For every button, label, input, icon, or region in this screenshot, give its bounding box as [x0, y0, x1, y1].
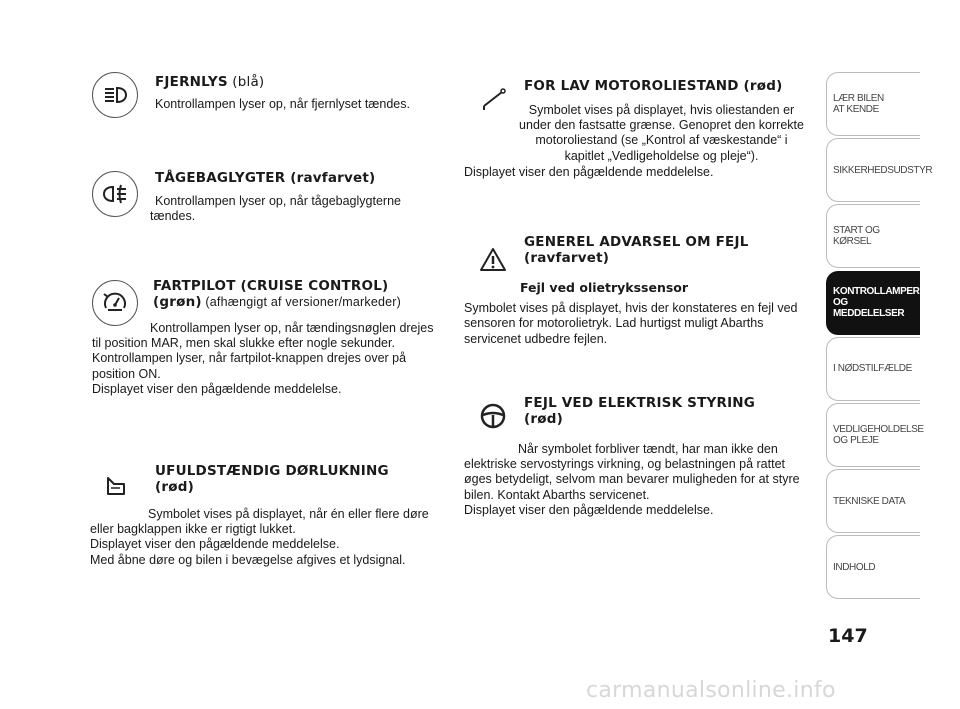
watermark: carmanualsonline.info: [586, 678, 836, 703]
fjernlys-text: Kontrollampen lyser op, når fjernlyset tændes.: [155, 97, 410, 111]
tab-kontrollamper-og-meddelelser[interactable]: KONTROLLAMPER OG MEDDELELSER: [826, 271, 920, 335]
fartpilot-title: FARTPILOT (CRUISE CONTROL) (grøn) (afhængigt af versioner/markeder): [153, 278, 401, 310]
rear-fog-light-icon: [92, 171, 138, 217]
tab-laer-bilen-at-kende[interactable]: LÆR BILEN AT KENDE: [826, 72, 920, 136]
doerlukning-text: Symbolet vises på displayet, når én eller flere døre eller bagklappen ikke er rigtigt lukket. Displayet viser den pågældende meddelelse. Med åbne døre og bilen i bevægelse afgives et lydsignal.: [90, 507, 429, 567]
taagebaglygter-title: TÅGEBAGLYGTER (ravfarvet): [155, 170, 376, 186]
fartpilot-text: Kontrollampen lyser op, når tændingsnøglen drejes til position MAR, men skal slukke efter nogle sekunder. Kontrollampen lyser, når fartpilot-knappen drejes over på position ON. Displayet viser den pågældende meddelelse.: [92, 321, 434, 396]
tab-vedligeholdelse-og-pleje[interactable]: VEDLIGEHOLDELSE OG PLEJE: [826, 403, 920, 467]
doerlukning-title: UFULDSTÆNDIG DØRLUKNING (rød): [155, 463, 389, 495]
door-open-icon: [92, 462, 138, 508]
advarsel-text: Fejl ved olietrykssensor Symbolet vises på displayet, hvis der konstateres en fejl ved sensoren for motorolietryk. Lad hurtigst muligt Abarths servicenet udbedre fejlen.: [464, 280, 798, 346]
fjernlys-title: FJERNLYS (blå): [155, 74, 265, 90]
taagebaglygter-text: Kontrollampen lyser op, når tågebaglygterne tændes.: [150, 194, 401, 224]
chapter-nav: [826, 72, 933, 602]
tab-sikkerhedsudstyr[interactable]: SIKKERHEDSUDSTYR: [826, 138, 920, 202]
steering-wheel-icon: [470, 393, 516, 439]
tab-i-noedstilfaelde[interactable]: I NØDSTILFÆLDE: [826, 337, 920, 401]
styring-title: FEJL VED ELEKTRISK STYRING (rød): [524, 395, 756, 427]
olie-title: FOR LAV MOTOROLIESTAND (rød): [524, 78, 783, 94]
advarsel-title: GENEREL ADVARSEL OM FEJL (ravfarvet): [524, 234, 749, 266]
warning-triangle-icon: [470, 236, 516, 282]
styring-text: Når symbolet forbliver tændt, har man ikke den elektriske servostyrings virkning, og belastningen på rattet øges betydeligt, selvom man bevarer muligheden for at styre bilen. Kontakt Abarths servicenet. Displayet viser den pågældende meddelelse.: [464, 442, 800, 517]
tab-start-og-koersel[interactable]: START OG KØRSEL: [826, 204, 920, 268]
high-beam-icon: [92, 72, 138, 118]
olie-text: Symbolet vises på displayet, hvis oliestanden er under den fastsatte grænse. Genopret den korrekte motoroliestand (se „Kontrol af væskestande“ i kapitlet „Vedligeholdelse og pleje“). Displayet viser den pågældende meddelelse.: [464, 103, 804, 179]
tab-indhold[interactable]: INDHOLD: [826, 535, 920, 599]
tab-tekniske-data[interactable]: TEKNISKE DATA: [826, 469, 920, 533]
page-number: 147: [828, 625, 868, 647]
cruise-control-icon: [92, 280, 138, 326]
